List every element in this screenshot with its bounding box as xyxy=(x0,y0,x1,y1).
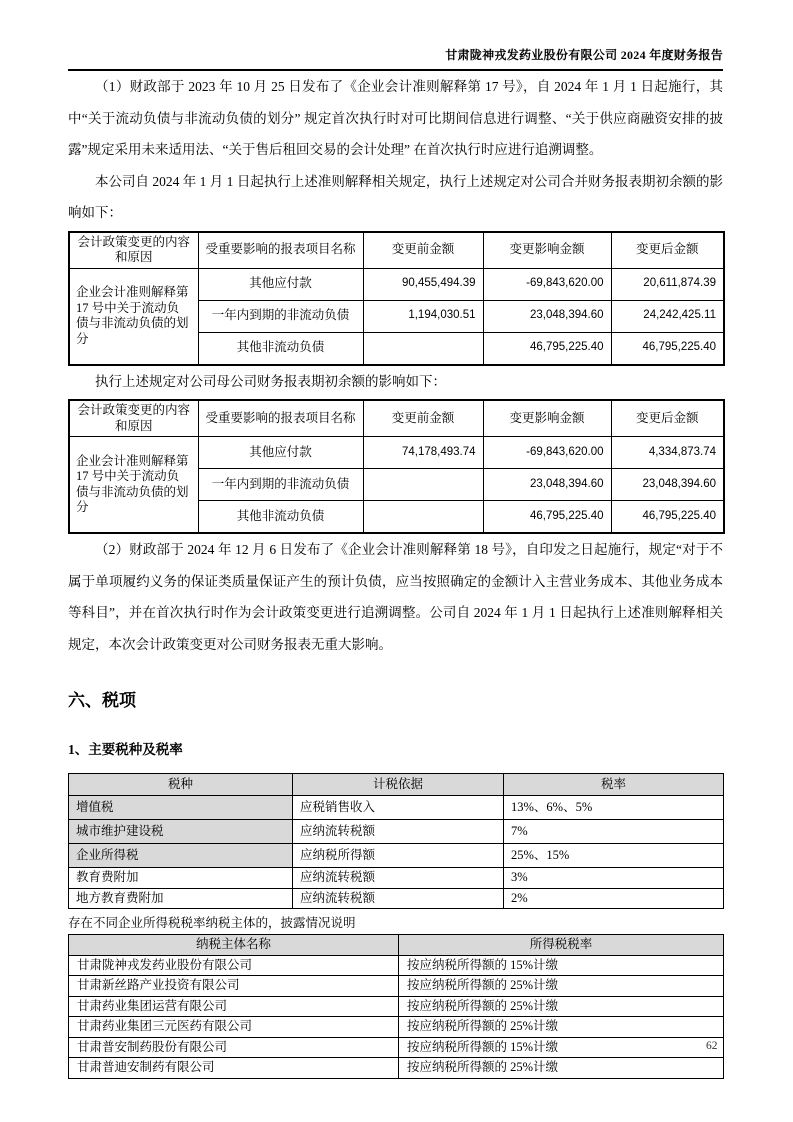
table-row xyxy=(69,1058,724,1079)
paragraph-consolidated-intro: 本公司自 2024 年 1 月 1 日起执行上述准则解释相关规定，执行上述规定对公司合并财务报表期初余额的影响如下： xyxy=(68,173,723,220)
consolidated-impact-table xyxy=(68,231,725,366)
tax-basis-cell: 应纳流转税额 xyxy=(293,820,504,844)
report-item-cell: 一年内到期的非流动负债 xyxy=(198,469,363,501)
table-row xyxy=(69,844,724,868)
tax-rate-cell: 2% xyxy=(504,888,724,909)
tax-rate-cell: 7% xyxy=(504,820,724,844)
header-amount-before: 变更前金额 xyxy=(363,232,483,269)
amount-impact-cell: 46,795,225.40 xyxy=(483,501,611,534)
page-content xyxy=(68,0,723,1079)
table-row xyxy=(69,888,724,909)
table-row xyxy=(69,1037,724,1058)
subsection-heading-main-taxes: 1、主要税种及税率 xyxy=(68,742,183,757)
entity-name-cell: 甘肃普安制药股份有限公司 xyxy=(69,1037,399,1058)
entity-rate-cell: 按应纳税所得额的 15%计缴 xyxy=(399,955,724,976)
report-item-cell: 其他非流动负债 xyxy=(198,332,363,365)
tax-rate-cell: 3% xyxy=(504,868,724,889)
main-tax-rate-table xyxy=(68,773,724,909)
header-amount-after: 变更后金额 xyxy=(611,232,724,269)
header-change-reason: 会计政策变更的内容和原因 xyxy=(69,232,198,269)
table-row xyxy=(69,1017,724,1038)
tax-type-cell: 地方教育费附加 xyxy=(69,888,293,909)
change-reason-cell: 企业会计准则解释第 17 号中关于流动负债与非流动负债的划分 xyxy=(69,268,198,365)
tax-type-cell: 增值税 xyxy=(69,796,293,820)
amount-impact-cell: -69,843,620.00 xyxy=(483,268,611,300)
report-item-cell: 一年内到期的非流动负债 xyxy=(198,300,363,332)
report-item-cell: 其他非流动负债 xyxy=(198,501,363,534)
page-number: 62 xyxy=(706,1040,718,1052)
entity-name-cell: 甘肃新丝路产业投资有限公司 xyxy=(69,976,399,997)
amount-after-cell: 23,048,394.60 xyxy=(611,469,724,501)
tax-type-cell: 城市维护建设税 xyxy=(69,820,293,844)
entity-name-cell: 甘肃普迪安制药有限公司 xyxy=(69,1058,399,1079)
tax-basis-cell: 应纳税所得额 xyxy=(293,844,504,868)
table-row xyxy=(69,268,724,300)
header-report-item: 受重要影响的报表项目名称 xyxy=(198,400,363,437)
entity-name-cell: 甘肃药业集团三元医药有限公司 xyxy=(69,1017,399,1038)
header-amount-impact: 变更影响金额 xyxy=(483,400,611,437)
table-row xyxy=(69,437,724,469)
entity-rate-cell: 按应纳税所得额的 25%计缴 xyxy=(399,996,724,1017)
amount-before-cell: 1,194,030.51 xyxy=(363,300,483,332)
header-entity-name: 纳税主体名称 xyxy=(69,935,399,956)
header-tax-rate: 税率 xyxy=(504,774,724,796)
amount-impact-cell: 46,795,225.40 xyxy=(483,332,611,365)
section-heading-taxes: 六、税项 xyxy=(68,691,136,710)
tax-rate-cell: 25%、15% xyxy=(504,844,724,868)
entity-name-cell: 甘肃药业集团运营有限公司 xyxy=(69,996,399,1017)
header-amount-after: 变更后金额 xyxy=(611,400,724,437)
parent-company-impact-table xyxy=(68,399,725,534)
header-change-reason: 会计政策变更的内容和原因 xyxy=(69,400,198,437)
table-header-row xyxy=(69,774,724,796)
change-reason-cell: 企业会计准则解释第 17 号中关于流动负债与非流动负债的划分 xyxy=(69,437,198,534)
amount-after-cell: 46,795,225.40 xyxy=(611,332,724,365)
table-row xyxy=(69,976,724,997)
header-tax-basis: 计税依据 xyxy=(293,774,504,796)
entity-name-cell: 甘肃陇神戎发药业股份有限公司 xyxy=(69,955,399,976)
tax-basis-cell: 应税销售收入 xyxy=(293,796,504,820)
entity-rate-cell: 按应纳税所得额的 25%计缴 xyxy=(399,976,724,997)
table-row xyxy=(69,996,724,1017)
amount-before-cell xyxy=(363,501,483,534)
amount-impact-cell: 23,048,394.60 xyxy=(483,300,611,332)
paragraph-parent-intro: 执行上述规定对公司母公司财务报表期初余额的影响如下： xyxy=(95,373,446,389)
header-amount-before: 变更前金额 xyxy=(363,400,483,437)
tax-basis-cell: 应纳流转税额 xyxy=(293,888,504,909)
table-header-row xyxy=(69,232,724,269)
amount-after-cell: 24,242,425.11 xyxy=(611,300,724,332)
amount-after-cell: 4,334,873.74 xyxy=(611,437,724,469)
table-row xyxy=(69,820,724,844)
report-title: 甘肃陇神戎发药业股份有限公司 2024 年度财务报告 xyxy=(445,48,723,62)
entity-rate-cell: 按应纳税所得额的 25%计缴 xyxy=(399,1058,724,1079)
amount-after-cell: 46,795,225.40 xyxy=(611,501,724,534)
header-income-tax-rate: 所得税税率 xyxy=(399,935,724,956)
entity-rate-cell: 按应纳税所得额的 25%计缴 xyxy=(399,1017,724,1038)
amount-before-cell: 74,178,493.74 xyxy=(363,437,483,469)
entity-rate-cell: 按应纳税所得额的 15%计缴 xyxy=(399,1037,724,1058)
amount-before-cell xyxy=(363,469,483,501)
header-tax-type: 税种 xyxy=(69,774,293,796)
table-header-row xyxy=(69,935,724,956)
tax-basis-cell: 应纳流转税额 xyxy=(293,868,504,889)
tax-entities-table xyxy=(68,934,724,1079)
table-row xyxy=(69,868,724,889)
table-row xyxy=(69,796,724,820)
amount-before-cell: 90,455,494.39 xyxy=(363,268,483,300)
table-header-row xyxy=(69,400,724,437)
tax-type-cell: 教育费附加 xyxy=(69,868,293,889)
amount-impact-cell: 23,048,394.60 xyxy=(483,469,611,501)
header-report-item: 受重要影响的报表项目名称 xyxy=(198,232,363,269)
amount-impact-cell: -69,843,620.00 xyxy=(483,437,611,469)
different-rate-note: 存在不同企业所得税税率纳税主体的，披露情况说明 xyxy=(68,916,356,930)
header-amount-impact: 变更影响金额 xyxy=(483,232,611,269)
amount-before-cell xyxy=(363,332,483,365)
report-item-cell: 其他应付款 xyxy=(198,268,363,300)
table-row xyxy=(69,955,724,976)
tax-type-cell: 企业所得税 xyxy=(69,844,293,868)
report-item-cell: 其他应付款 xyxy=(198,437,363,469)
paragraph-interpretation-17: （1）财政部于 2023 年 10 月 25 日发布了《企业会计准则解释第 17 号》，自 2024 年 1 月 1 日起施行，其中“关于流动负债与非流动负债的划分” 规定首次执行时对可比期间信息进行调整、“关于供应商融资安排的披露”规定采用未来适用法、“关于售后租回交易的会计处理” 在首次执行时应进行追溯调整。 xyxy=(68,79,723,157)
paragraph-interpretation-18: （2）财政部于 2024 年 12 月 6 日发布了《企业会计准则解释第 18 号》，自印发之日起施行，规定“对于不属于单项履约义务的保证类质量保证产生的预计负债，应当按照确定的金额计入主营业务成本、其他业务成本等科目”，并在首次执行时作为会计政策变更进行追溯调整。公司自 2024 年 1 月 1 日起执行上述准则解释相关规定，本次会计政策变更对公司财务报表无重大影响。 xyxy=(68,542,723,652)
page-header xyxy=(68,0,723,71)
amount-after-cell: 20,611,874.39 xyxy=(611,268,724,300)
tax-rate-cell: 13%、6%、5% xyxy=(504,796,724,820)
